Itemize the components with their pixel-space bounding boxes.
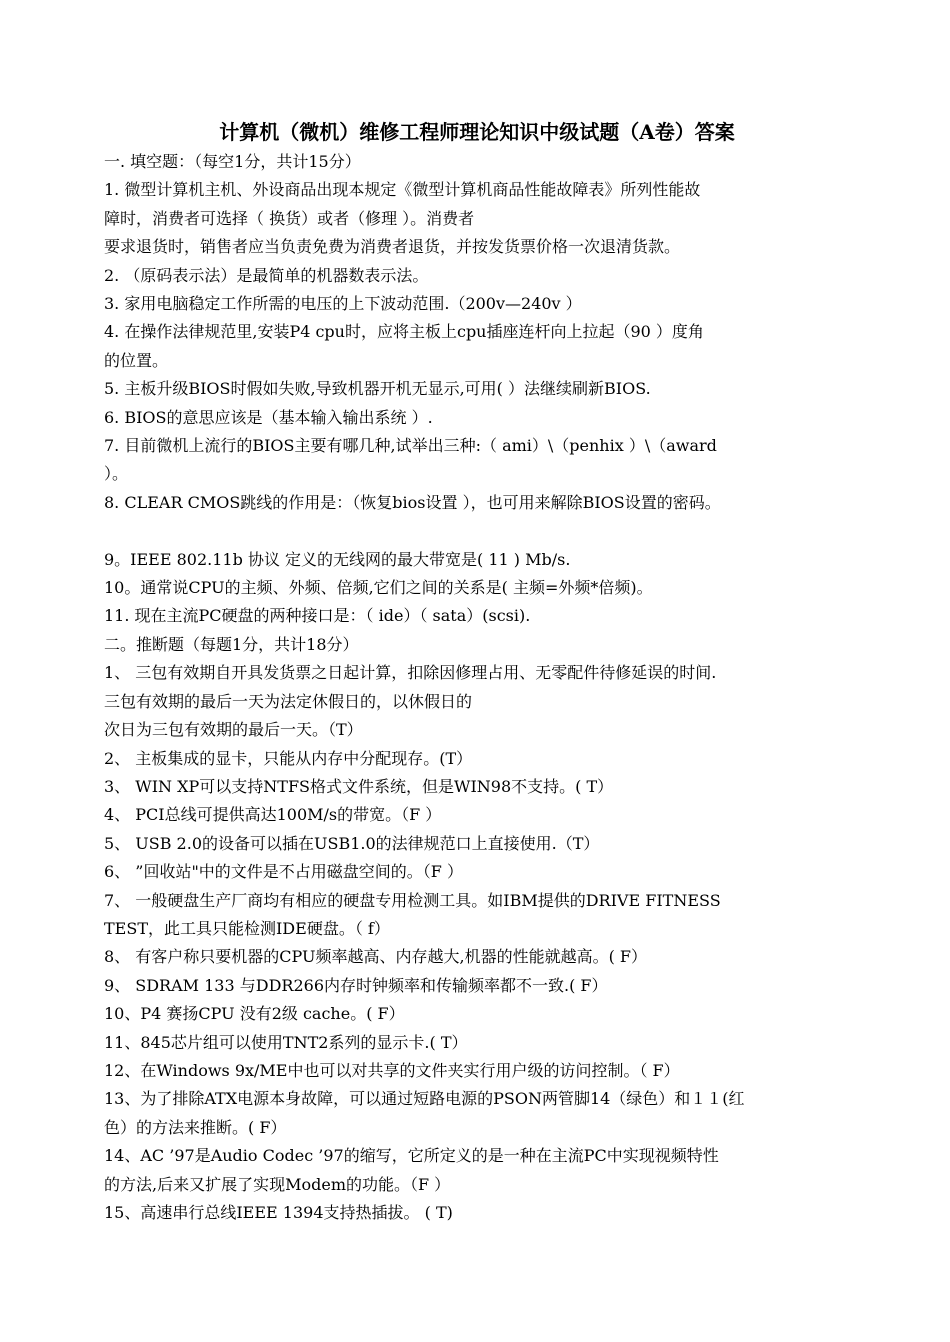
text-line: 3. 家用电脑稳定工作所需的电压的上下波动范围.（200v—240v ） [104,294,582,314]
text-line: 8、 有客户称只要机器的CPU频率越高、内存越大,机器的性能就越高。( F） [104,947,647,967]
text-line: 12、在Windows 9x/ME中也可以对共享的文件夹实行用户级的访问控制。（ F） [104,1060,680,1080]
text-line: 3、 WIN XP可以支持NTFS格式文件系统，但是WIN98不支持。( T） [104,776,614,796]
text-line: 9。IEEE 802.11b 协议 定义的无线网的最大带宽是( 11 ) Mb/s. [104,549,571,569]
text-line: 要求退货时，销售者应当负责免费为消费者退货，并按发货票价格一次退清货款。 [104,237,681,257]
text-line: 11、845芯片组可以使用TNT2系列的显示卡.( T） [104,1032,468,1052]
text-line: 15、高速串行总线IEEE 1394支持热插拔。 ( T) [104,1203,453,1223]
document-title: 计算机（微机）维修工程师理论知识中级试题（A卷）答案 [219,120,735,144]
text-line: 1. 微型计算机主机、外设商品出现本规定《微型计算机商品性能故障表》所列性能故 [104,180,701,200]
text-line: 一. 填空题：（每空1分，共计15分） [104,152,361,171]
text-line: 2. （原码表示法）是最简单的机器数表示法。 [104,265,429,285]
text-line: 4. 在操作法律规范里,安装P4 cpu时，应将主板上cpu插座连杆向上拉起（90 ）度角 [104,322,704,342]
text-line: ）。 [104,464,129,484]
text-line: 9、 SDRAM 133 与DDR266内存时钟频率和传输频率都不一致.( F） [104,975,608,995]
text-line [104,517,850,545]
text-line: 4、 PCI总线可提供高达100M/s的带宽。（F ） [104,805,442,825]
text-line: 6、 ”回收站"中的文件是不占用磁盘空间的。（F ） [104,862,463,882]
text-line: 的位置。 [104,350,169,370]
text-line: 次日为三包有效期的最后一天。（T） [104,720,363,740]
text-line: 2、 主板集成的显卡，只能从内存中分配现存。(T） [104,748,473,768]
text-line: TEST，此工具只能检测IDE硬盘。（ f） [104,918,390,938]
text-line: 14、AC ’97是Audio Codec ’97的缩写，它所定义的是一种在主流PC中实现视频特性 [104,1146,719,1166]
text-line: 7、 一般硬盘生产厂商均有相应的硬盘专用检测工具。如IBM提供的DRIVE FITNESS [104,890,721,910]
text-line: 1、 三包有效期自开具发货票之日起计算，扣除因修理占用、无零配件待修延误的时间. [104,663,717,683]
text-line: 8. CLEAR CMOS跳线的作用是：（恢复bios设置 ），也可用来解除BIOS设置的密码。 [104,492,721,512]
text-line: 10、P4 赛扬CPU 没有2级 cache。( F） [104,1004,405,1024]
text-line: 色）的方法来推断。( F） [104,1117,287,1137]
text-line: 二。推断题（每题1分，共计18分） [104,634,359,654]
document-body [104,148,850,1227]
text-line: 障时，消费者可选择（ 换货）或者（修理 ）。消费者 [104,208,475,228]
text-line: 的方法,后来又扩展了实现Modem的功能。（F ） [104,1174,451,1194]
text-line: 10。通常说CPU的主频、外频、倍频,它们之间的关系是( 主频=外频*倍频)。 [104,578,653,598]
text-line: 6. BIOS的意思应该是（基本输入输出系统 ）. [104,407,433,427]
text-line: 13、为了排除ATX电源本身故障，可以通过短路电源的PSON两管脚14（绿色）和１１(红 [104,1089,745,1109]
text-line: 5、 USB 2.0的设备可以插在USB1.0的法律规范口上直接使用.（T） [104,833,600,853]
text-line: 7. 目前微机上流行的BIOS主要有哪几种,试举出三种:（ ami）\（penhix ）\（award [104,436,717,456]
text-line: 5. 主板升级BIOS时假如失败,导致机器开机无显示,可用( ）法继续刷新BIOS. [104,379,651,399]
text-line: 11. 现在主流PC硬盘的两种接口是：（ ide）（ sata）(scsi). [104,606,531,626]
text-line: 三包有效期的最后一天为法定休假日的，以休假日的 [104,691,473,711]
